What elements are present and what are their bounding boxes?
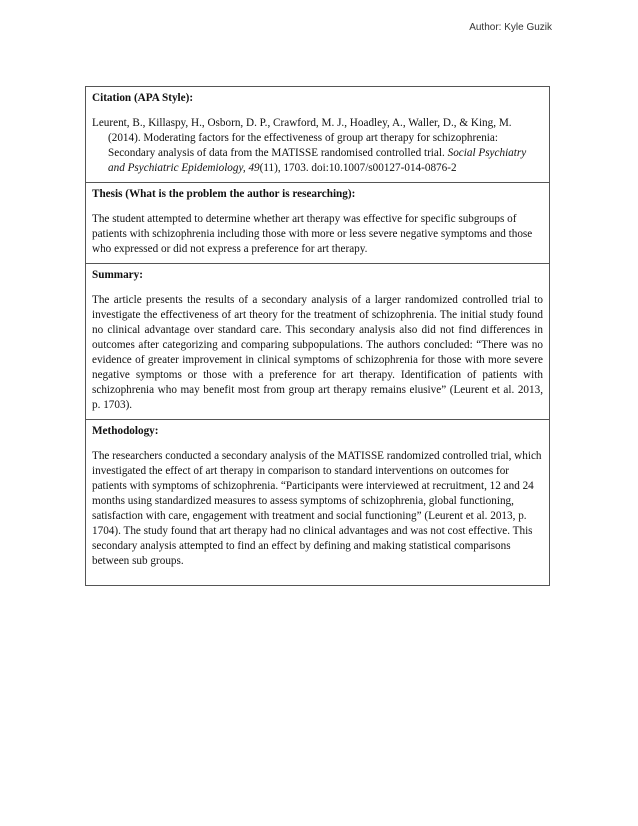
summary-text: The article presents the results of a secondary analysis of a larger randomized controlled trial to investigate the effectiveness of art theory for the treatment of schizophrenia. The initial study found no clinical advantage over standard care. This secondary analysis also did not find differences in outcomes after categorizing and comparing subpopulations. The authors concluded: “There was no evidence of greater improvement in clinical symptoms of schizophrenia for those with more severe negative symptoms or those with a preference for art therapy. Identification of patients with schizophrenia who may benefit most from group art therapy remains elusive” (Leurent et al. 2013, p. 1703). bbox=[92, 294, 543, 411]
citation-issue: (11), 1703. doi:10.1007/s00127-014-0876-2 bbox=[259, 162, 457, 174]
citation-cell bbox=[86, 87, 549, 183]
citation-journal: Social Psychiatry and Psychiatric Epidemiology, 49 bbox=[108, 147, 527, 174]
methodology-text: The researchers conducted a secondary analysis of the MATISSE randomized controlled trial, which investigated the effect of art therapy in comparison to standard interventions on outcomes for patients with symptoms of schizophrenia. “Participants were interviewed at recruitment, 12 and 24 months using standardized measures to assess symptoms of schizophrenia, global functioning, satisfaction with care, engagement with treatment and social functioning” (Leurent et al. 2013, p. 1704). The study found that art therapy had no clinical advantages and was not cost effective. This secondary analysis attempted to find an effect by defining and making statistical comparisons between sub groups. bbox=[92, 450, 542, 567]
thesis-cell bbox=[86, 183, 549, 264]
citation-heading: Citation (APA Style): bbox=[92, 92, 194, 104]
methodology-heading: Methodology: bbox=[92, 425, 159, 437]
thesis-heading: Thesis (What is the problem the author is researching): bbox=[92, 188, 356, 200]
summary-cell bbox=[86, 264, 549, 420]
citation-main: Leurent, B., Killaspy, H., Osborn, D. P., Crawford, M. J., Hoadley, A., Waller, D., & King, M. (2014). Moderating factors for the effectiveness of group art therapy for schizophrenia: Secondary analysis of data from the MATISSE randomised controlled trial. bbox=[92, 117, 512, 159]
methodology-cell bbox=[86, 420, 549, 585]
citation-text bbox=[92, 116, 543, 176]
author-header: Author: Kyle Guzik bbox=[469, 22, 552, 33]
summary-heading: Summary: bbox=[92, 269, 143, 281]
summary-table bbox=[85, 86, 550, 586]
thesis-text: The student attempted to determine whether art therapy was effective for specific subgroups of patients with schizophrenia including those with more or less severe negative symptoms and those who expressed or did not express a preference for art therapy. bbox=[92, 213, 533, 255]
